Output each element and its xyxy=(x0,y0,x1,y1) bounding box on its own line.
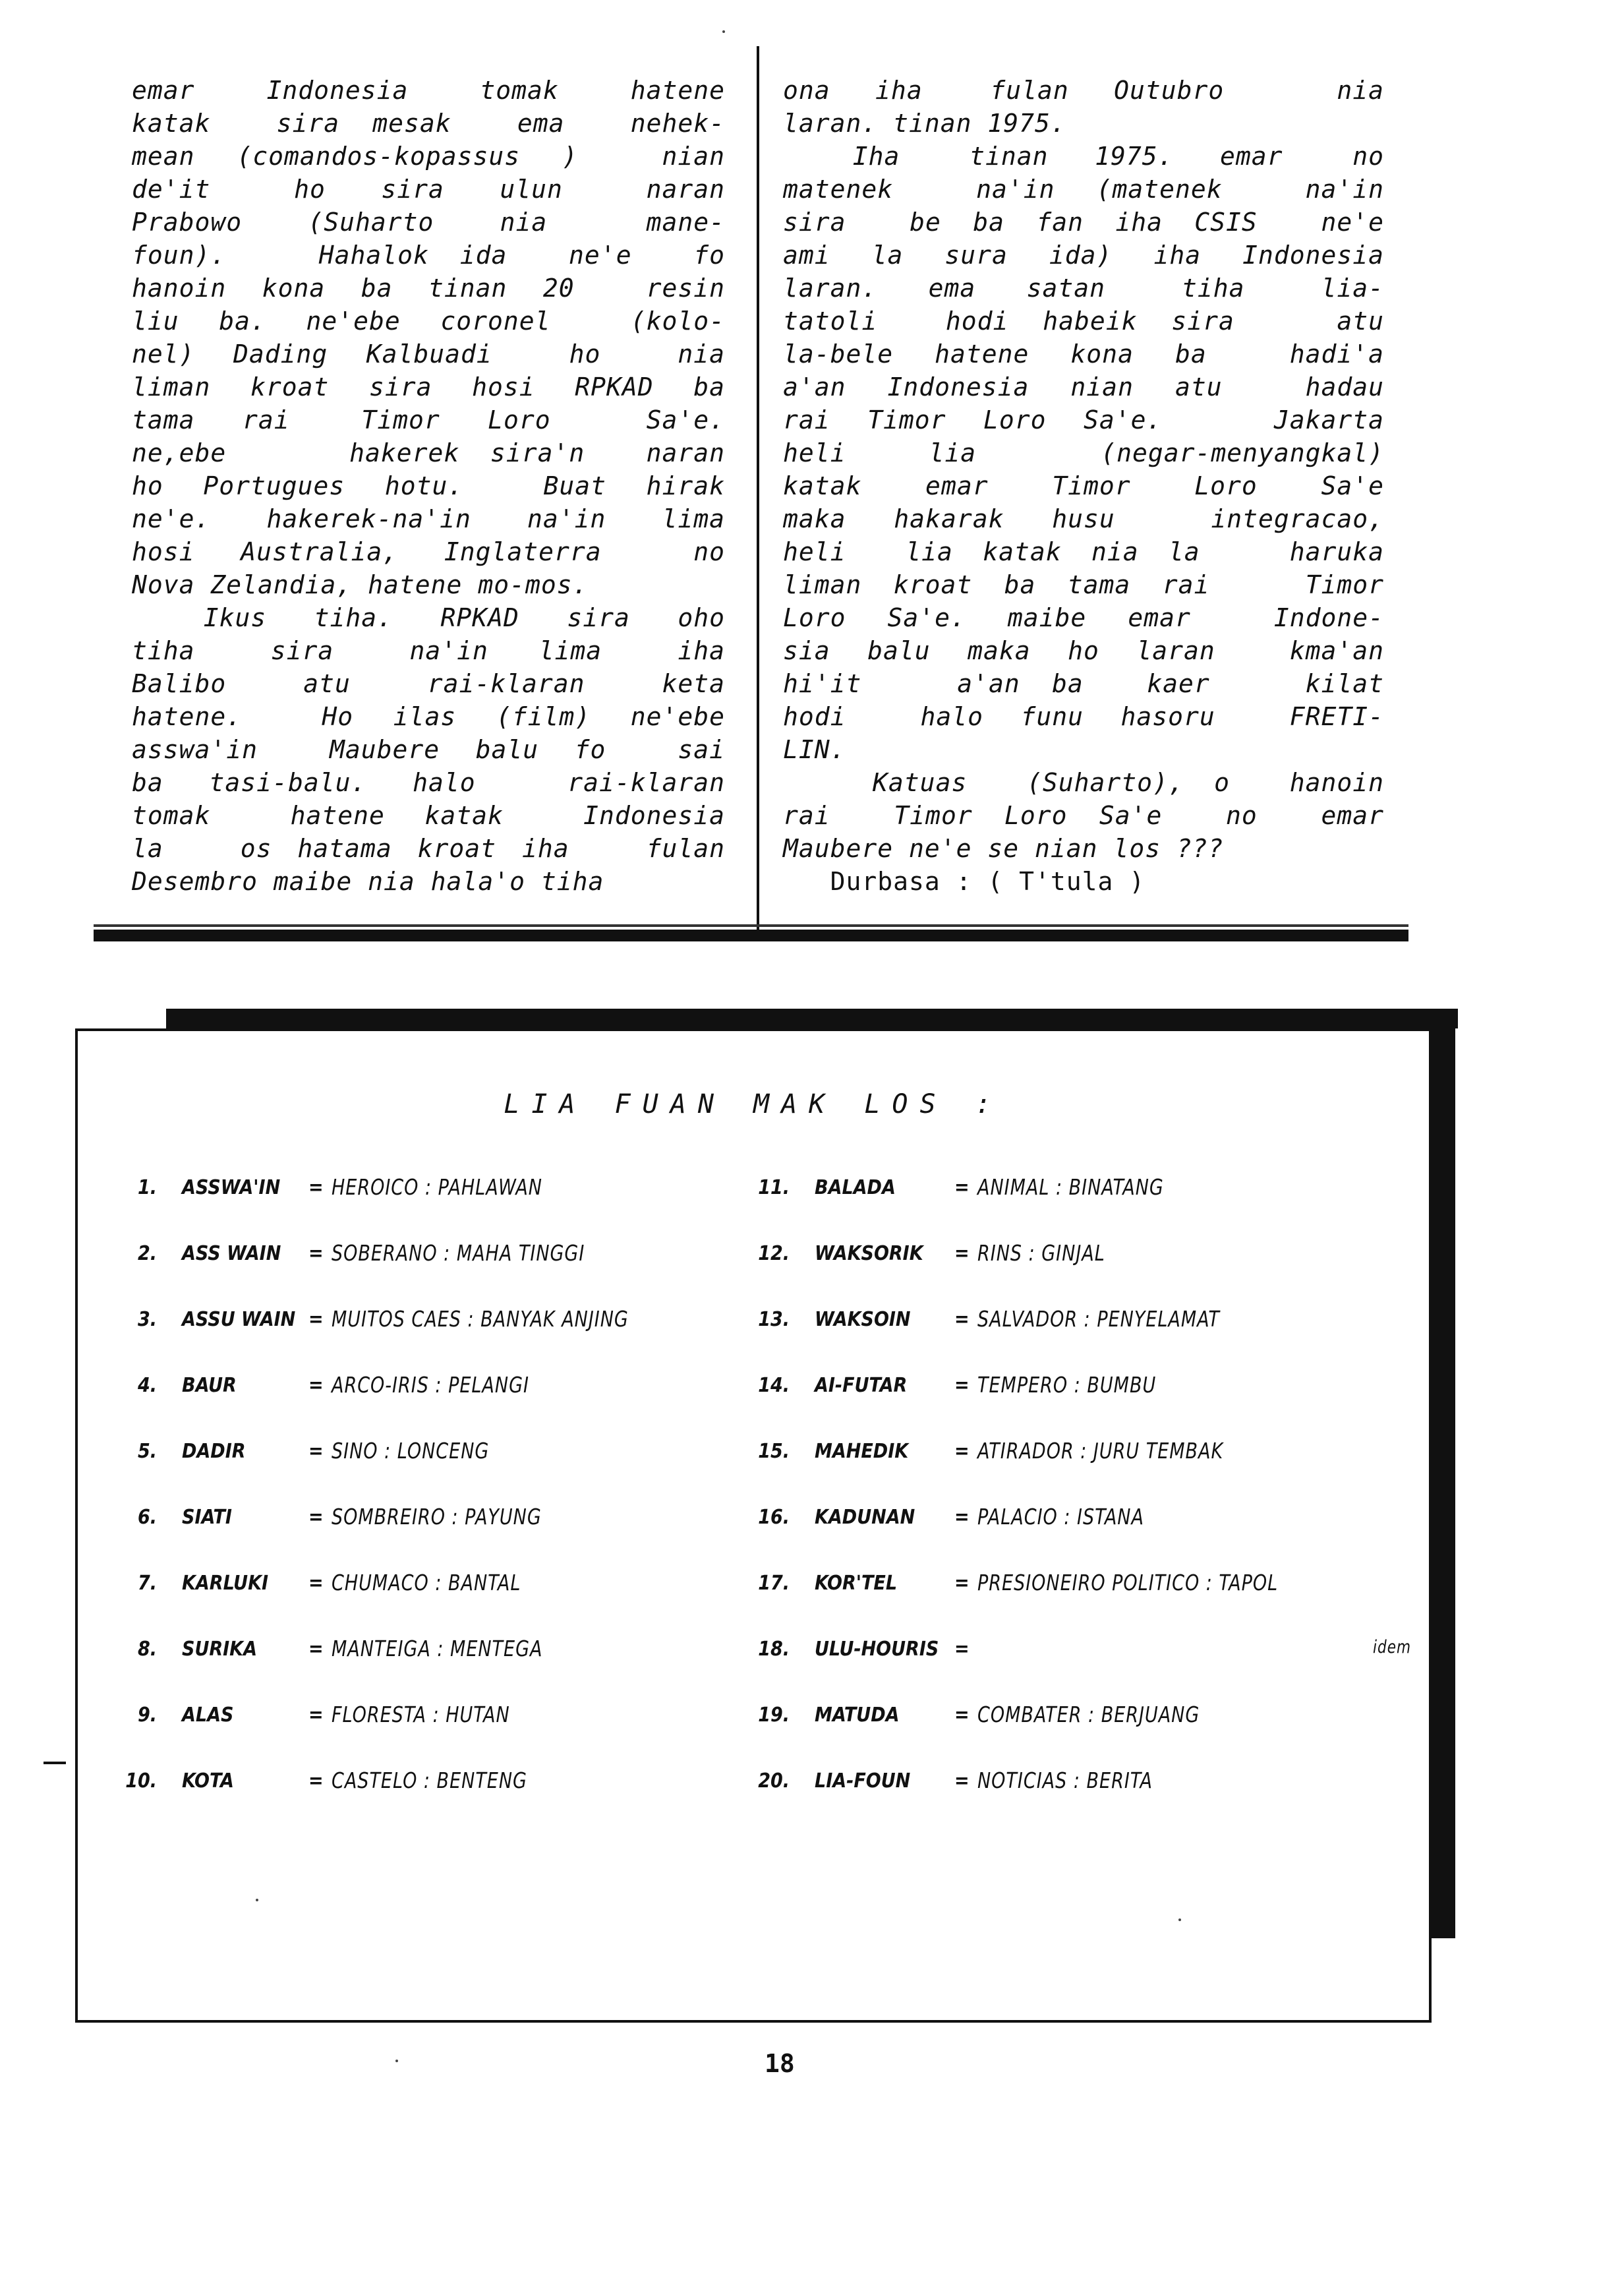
text-line: heli lia katak nia la haruka xyxy=(783,537,1384,566)
glossary-definition: ARCO-IRIS : PELANGI xyxy=(332,1373,529,1398)
text-line: katak emar Timor Loro Sa'e xyxy=(783,471,1384,500)
text-line: liu ba. ne'ebe coronel (kolo- xyxy=(132,307,725,336)
glossary-equals: = xyxy=(954,1308,970,1331)
text-line: heli lia (negar-menyangkal) xyxy=(783,438,1384,467)
glossary-number: 10. xyxy=(125,1769,157,1793)
text-line: liman kroat sira hosi RPKAD ba xyxy=(132,372,725,401)
glossary-number: 8. xyxy=(137,1638,157,1661)
text-line: Prabowo (Suharto nia mane- xyxy=(132,208,725,237)
glossary-definition: HEROICO : PAHLAWAN xyxy=(332,1175,542,1201)
text-line: Katuas (Suharto), o hanoin xyxy=(783,768,1384,797)
glossary-equals: = xyxy=(308,1572,324,1595)
glossary-term: BALADA xyxy=(815,1176,896,1199)
text-line: ona iha fulan Outubro nia xyxy=(783,76,1384,105)
glossary-definition: CHUMACO : BANTAL xyxy=(332,1570,521,1596)
text-line: nel) Dading Kalbuadi ho nia xyxy=(132,340,725,369)
glossary-equals: = xyxy=(308,1176,324,1199)
glossary-term: KADUNAN xyxy=(815,1506,915,1529)
text-line: rai Timor Loro Sa'e. Jakarta xyxy=(783,405,1384,434)
glossary-equals: = xyxy=(308,1242,324,1265)
text-line: ne,ebe hakerek sira'n naran xyxy=(132,438,725,467)
glossary-definition: ANIMAL : BINATANG xyxy=(977,1175,1164,1201)
glossary-equals: = xyxy=(308,1506,324,1529)
text-line: tatoli hodi habeik sira atu xyxy=(783,307,1384,336)
glossary-term: MAHEDIK xyxy=(815,1440,909,1463)
glossary-equals: = xyxy=(308,1440,324,1463)
glossary-term: DADIR xyxy=(182,1440,246,1463)
scan-speck xyxy=(256,1899,258,1901)
glossary-number: 20. xyxy=(758,1769,790,1793)
glossary-term: ALAS xyxy=(182,1704,234,1727)
text-line: tiha sira na'in lima iha xyxy=(132,636,725,665)
text-line: Iha tinan 1975. emar no xyxy=(783,142,1384,171)
glossary-equals: = xyxy=(308,1308,324,1331)
box-shadow-right xyxy=(1430,1009,1455,1938)
scan-speck xyxy=(722,30,725,33)
text-line: Nova Zelandia, hatene mo-mos. xyxy=(132,570,589,599)
glossary-equals: = xyxy=(954,1572,970,1595)
page-number: 18 xyxy=(765,2049,795,2078)
glossary-number: 13. xyxy=(758,1308,790,1331)
glossary-definition: SOBERANO : MAHA TINGGI xyxy=(332,1241,585,1266)
glossary-number: 11. xyxy=(758,1176,790,1199)
text-line: hodi halo funu hasoru FRETI- xyxy=(783,702,1384,731)
glossary-equals: = xyxy=(954,1374,970,1397)
text-line: LIN. xyxy=(783,735,846,764)
article-column-left xyxy=(132,74,725,898)
glossary-term: AI-FUTAR xyxy=(815,1374,908,1397)
glossary-definition: idem xyxy=(1373,1636,1412,1657)
text-line: tama rai Timor Loro Sa'e. xyxy=(132,405,725,434)
glossary-definition: ATIRADOR : JURU TEMBAK xyxy=(977,1439,1224,1464)
glossary-definition: TEMPERO : BUMBU xyxy=(977,1373,1157,1398)
text-line: Desembro maibe nia hala'o tiha xyxy=(132,867,604,896)
glossary-definition: RINS : GINJAL xyxy=(977,1241,1105,1266)
glossary-term: KOR'TEL xyxy=(815,1572,898,1595)
text-line: foun). Hahalok ida ne'e fo xyxy=(132,241,725,270)
text-line: sira be ba fan iha CSIS ne'e xyxy=(783,208,1384,237)
glossary-equals: = xyxy=(954,1506,970,1529)
glossary-definition: FLORESTA : HUTAN xyxy=(332,1702,510,1728)
glossary-equals: = xyxy=(308,1769,324,1793)
glossary-equals: = xyxy=(308,1374,324,1397)
section-rule xyxy=(94,930,1408,941)
glossary-term: ASS WAIN xyxy=(182,1242,281,1265)
text-line: tomak hatene katak Indonesia xyxy=(132,801,725,830)
glossary-number: 18. xyxy=(758,1638,790,1661)
glossary-equals: = xyxy=(954,1440,970,1463)
text-line: matenek na'in (matenek na'in xyxy=(783,175,1384,204)
text-line: hi'it a'an ba kaer kilat xyxy=(783,669,1384,698)
glossary-number: 7. xyxy=(137,1572,157,1595)
glossary-number: 14. xyxy=(758,1374,790,1397)
text-line: de'it ho sira ulun naran xyxy=(132,175,725,204)
glossary-term: SIATI xyxy=(182,1506,232,1529)
glossary-equals: = xyxy=(308,1704,324,1727)
text-line: rai Timor Loro Sa'e no emar xyxy=(783,801,1384,830)
margin-mark xyxy=(44,1762,66,1764)
glossary-term: ULU-HOURIS xyxy=(815,1638,939,1661)
glossary-equals: = xyxy=(308,1638,324,1661)
glossary-equals: = xyxy=(954,1769,970,1793)
glossary-definition: MUITOS CAES : BANYAK ANJING xyxy=(332,1307,629,1332)
glossary-number: 16. xyxy=(758,1506,790,1529)
glossary-equals: = xyxy=(954,1638,970,1661)
glossary-number: 1. xyxy=(137,1176,157,1199)
scan-speck xyxy=(395,2060,398,2062)
glossary-number: 9. xyxy=(137,1704,157,1727)
text-line: liman kroat ba tama rai Timor xyxy=(783,570,1384,599)
column-divider xyxy=(757,46,759,930)
glossary-number: 3. xyxy=(137,1308,157,1331)
glossary-term: KOTA xyxy=(182,1769,234,1793)
section-rule-thin xyxy=(94,924,1408,927)
glossary-box xyxy=(75,1028,1432,2023)
text-line: Maubere ne'e se nian los ??? xyxy=(783,834,1224,863)
glossary-term: MATUDA xyxy=(815,1704,900,1727)
glossary-equals: = xyxy=(954,1242,970,1265)
glossary-title: LIA FUAN MAK LOS : xyxy=(504,1089,1003,1119)
text-line: ho Portugues hotu. Buat hirak xyxy=(132,471,725,500)
glossary-definition: MANTEIGA : MENTEGA xyxy=(332,1636,543,1662)
glossary-number: 15. xyxy=(758,1440,790,1463)
glossary-definition: CASTELO : BENTENG xyxy=(332,1768,527,1794)
glossary-definition: PRESIONEIRO POLITICO : TAPOL xyxy=(977,1570,1279,1596)
text-line: la os hatama kroat iha fulan xyxy=(132,834,725,863)
glossary-definition: SOMBREIRO : PAYUNG xyxy=(332,1504,542,1530)
glossary-number: 2. xyxy=(137,1242,157,1265)
text-line: hosi Australia, Inglaterra no xyxy=(132,537,725,566)
text-line: hatene. Ho ilas (film) ne'ebe xyxy=(132,702,725,731)
text-line: emar Indonesia tomak hatene xyxy=(132,76,725,105)
glossary-term: BAUR xyxy=(182,1374,237,1397)
text-line: ne'e. hakerek-na'in na'in lima xyxy=(132,504,725,533)
text-line: maka hakarak husu integracao, xyxy=(783,504,1384,533)
glossary-term: ASSWA'IN xyxy=(182,1176,281,1199)
scan-speck xyxy=(1178,1918,1181,1921)
glossary-definition: SINO : LONCENG xyxy=(332,1439,490,1464)
author-signature: Durbasa : ( T'tula ) xyxy=(783,867,1146,896)
glossary-number: 5. xyxy=(137,1440,157,1463)
glossary-definition: PALACIO : ISTANA xyxy=(977,1504,1144,1530)
glossary-number: 17. xyxy=(758,1572,790,1595)
text-line: mean (comandos-kopassus ) nian xyxy=(132,142,725,171)
text-line: ba tasi-balu. halo rai-klaran xyxy=(132,768,725,797)
text-line: hanoin kona ba tinan 20 resin xyxy=(132,274,725,303)
glossary-definition: COMBATER : BERJUANG xyxy=(977,1702,1200,1728)
glossary-equals: = xyxy=(954,1704,970,1727)
glossary-number: 6. xyxy=(137,1506,157,1529)
glossary-equals: = xyxy=(954,1176,970,1199)
glossary-definition: NOTICIAS : BERITA xyxy=(977,1768,1153,1794)
text-line: Ikus tiha. RPKAD sira oho xyxy=(132,603,725,632)
article-column-right xyxy=(783,74,1384,898)
text-line: sia balu maka ho laran kma'an xyxy=(783,636,1384,665)
glossary-term: SURIKA xyxy=(182,1638,257,1661)
glossary-term: KARLUKI xyxy=(182,1572,269,1595)
glossary-term: WAKSOIN xyxy=(815,1308,911,1331)
glossary-number: 19. xyxy=(758,1704,790,1727)
text-line: laran. ema satan tiha lia- xyxy=(783,274,1384,303)
box-shadow-top xyxy=(166,1009,1458,1028)
text-line: ami la sura ida) iha Indonesia xyxy=(783,241,1384,270)
glossary-term: ASSU WAIN xyxy=(182,1308,296,1331)
glossary-number: 12. xyxy=(758,1242,790,1265)
text-line: a'an Indonesia nian atu hadau xyxy=(783,372,1384,401)
glossary-term: WAKSORIK xyxy=(815,1242,923,1265)
text-line: Balibo atu rai-klaran keta xyxy=(132,669,725,698)
glossary-term: LIA-FOUN xyxy=(815,1769,911,1793)
text-line: Loro Sa'e. maibe emar Indone- xyxy=(783,603,1384,632)
text-line: katak sira mesak ema nehek- xyxy=(132,109,725,138)
text-line: la-bele hatene kona ba hadi'a xyxy=(783,340,1384,369)
text-line: asswa'in Maubere balu fo sai xyxy=(132,735,725,764)
text-line: laran. tinan 1975. xyxy=(783,109,1066,138)
glossary-definition: SALVADOR : PENYELAMAT xyxy=(977,1307,1220,1332)
glossary-number: 4. xyxy=(137,1374,157,1397)
